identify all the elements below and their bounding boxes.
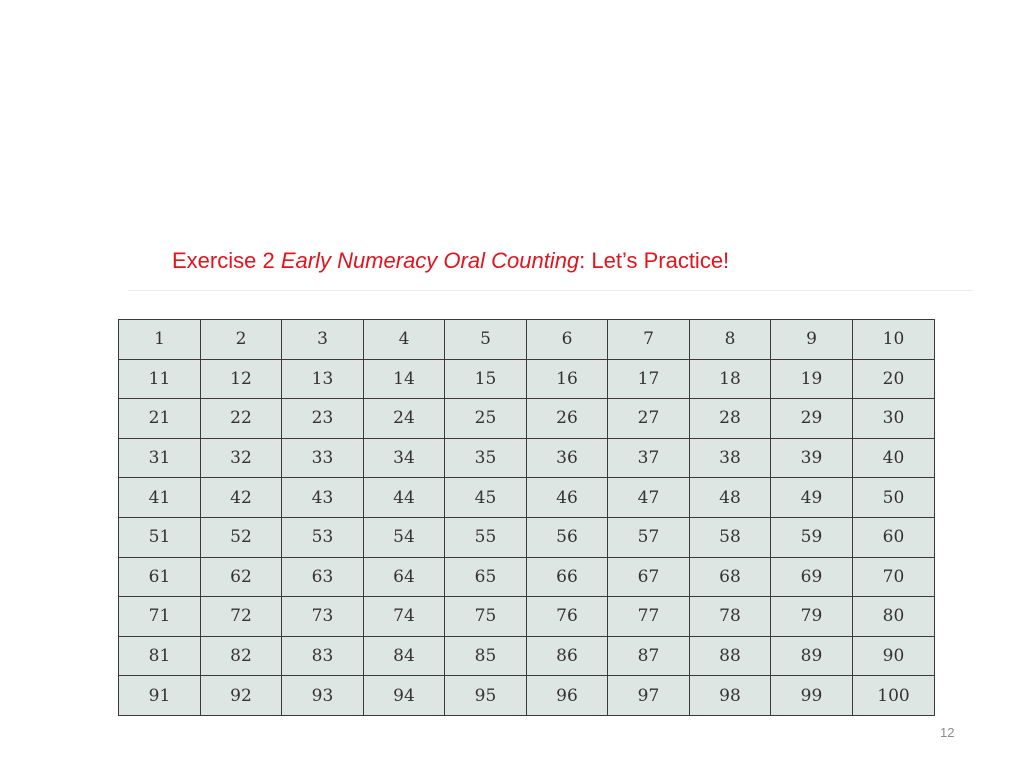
number-cell: 26 [527, 399, 608, 439]
number-cell: 48 [690, 478, 771, 518]
number-cell: 62 [201, 557, 282, 597]
number-cell: 4 [364, 320, 445, 360]
number-cell: 92 [201, 676, 282, 716]
number-cell: 56 [527, 517, 608, 557]
number-cell: 99 [771, 676, 853, 716]
number-cell: 94 [364, 676, 445, 716]
number-cell: 7 [608, 320, 690, 360]
number-cell: 10 [853, 320, 935, 360]
number-cell: 30 [853, 399, 935, 439]
number-cell: 38 [690, 438, 771, 478]
number-cell: 54 [364, 517, 445, 557]
number-cell: 31 [119, 438, 201, 478]
number-cell: 85 [445, 636, 527, 676]
number-cell: 21 [119, 399, 201, 439]
number-cell: 3 [282, 320, 364, 360]
slide-title [172, 246, 729, 276]
number-cell: 95 [445, 676, 527, 716]
number-cell: 49 [771, 478, 853, 518]
number-cell: 80 [853, 597, 935, 637]
table-row [119, 359, 935, 399]
number-cell: 67 [608, 557, 690, 597]
number-cell: 72 [201, 597, 282, 637]
number-cell: 29 [771, 399, 853, 439]
number-cell: 73 [282, 597, 364, 637]
number-cell: 39 [771, 438, 853, 478]
number-cell: 37 [608, 438, 690, 478]
number-cell: 76 [527, 597, 608, 637]
number-cell: 18 [690, 359, 771, 399]
number-cell: 77 [608, 597, 690, 637]
number-cell: 11 [119, 359, 201, 399]
number-cell: 33 [282, 438, 364, 478]
table-row [119, 438, 935, 478]
number-cell: 68 [690, 557, 771, 597]
title-emphasis: Early Numeracy Oral Counting [280, 248, 580, 273]
table-row [119, 399, 935, 439]
number-cell: 86 [527, 636, 608, 676]
hundred-chart-table [118, 319, 935, 716]
number-cell: 74 [364, 597, 445, 637]
number-cell: 84 [364, 636, 445, 676]
number-cell: 70 [853, 557, 935, 597]
number-cell: 53 [282, 517, 364, 557]
number-cell: 98 [690, 676, 771, 716]
number-cell: 87 [608, 636, 690, 676]
number-cell: 82 [201, 636, 282, 676]
number-cell: 93 [282, 676, 364, 716]
number-cell: 13 [282, 359, 364, 399]
number-cell: 47 [608, 478, 690, 518]
title-prefix: Exercise 2 [172, 248, 281, 273]
hundred-chart-body [119, 320, 935, 716]
number-cell: 91 [119, 676, 201, 716]
table-row [119, 517, 935, 557]
table-row [119, 557, 935, 597]
number-cell: 36 [527, 438, 608, 478]
number-cell: 58 [690, 517, 771, 557]
number-cell: 88 [690, 636, 771, 676]
number-cell: 32 [201, 438, 282, 478]
number-cell: 81 [119, 636, 201, 676]
number-cell: 15 [445, 359, 527, 399]
number-cell: 44 [364, 478, 445, 518]
number-cell: 59 [771, 517, 853, 557]
number-cell: 46 [527, 478, 608, 518]
number-cell: 57 [608, 517, 690, 557]
number-cell: 34 [364, 438, 445, 478]
number-cell: 51 [119, 517, 201, 557]
number-cell: 65 [445, 557, 527, 597]
table-row [119, 597, 935, 637]
number-cell: 22 [201, 399, 282, 439]
table-row [119, 478, 935, 518]
number-cell: 9 [771, 320, 853, 360]
number-cell: 35 [445, 438, 527, 478]
number-cell: 42 [201, 478, 282, 518]
number-cell: 6 [527, 320, 608, 360]
number-cell: 14 [364, 359, 445, 399]
table-row [119, 636, 935, 676]
number-cell: 41 [119, 478, 201, 518]
number-cell: 69 [771, 557, 853, 597]
number-cell: 75 [445, 597, 527, 637]
number-cell: 24 [364, 399, 445, 439]
number-cell: 66 [527, 557, 608, 597]
number-cell: 19 [771, 359, 853, 399]
number-cell: 63 [282, 557, 364, 597]
number-cell: 96 [527, 676, 608, 716]
number-cell: 83 [282, 636, 364, 676]
number-cell: 90 [853, 636, 935, 676]
number-cell: 79 [771, 597, 853, 637]
title-divider [128, 290, 973, 291]
number-cell: 60 [853, 517, 935, 557]
number-cell: 97 [608, 676, 690, 716]
number-cell: 23 [282, 399, 364, 439]
number-cell: 89 [771, 636, 853, 676]
number-cell: 2 [201, 320, 282, 360]
number-cell: 40 [853, 438, 935, 478]
number-cell: 78 [690, 597, 771, 637]
number-cell: 25 [445, 399, 527, 439]
number-cell: 43 [282, 478, 364, 518]
table-row [119, 676, 935, 716]
number-cell: 20 [853, 359, 935, 399]
number-cell: 61 [119, 557, 201, 597]
number-cell: 28 [690, 399, 771, 439]
number-cell: 16 [527, 359, 608, 399]
number-cell: 12 [201, 359, 282, 399]
number-cell: 45 [445, 478, 527, 518]
page-number: 12 [940, 725, 955, 740]
number-cell: 52 [201, 517, 282, 557]
number-cell: 17 [608, 359, 690, 399]
number-cell: 27 [608, 399, 690, 439]
number-cell: 55 [445, 517, 527, 557]
number-cell: 71 [119, 597, 201, 637]
table-row [119, 320, 935, 360]
number-cell: 50 [853, 478, 935, 518]
title-suffix: : Let’s Practice! [579, 248, 730, 273]
number-cell: 64 [364, 557, 445, 597]
number-cell: 5 [445, 320, 527, 360]
number-cell: 8 [690, 320, 771, 360]
number-cell: 100 [853, 676, 935, 716]
number-cell: 1 [119, 320, 201, 360]
